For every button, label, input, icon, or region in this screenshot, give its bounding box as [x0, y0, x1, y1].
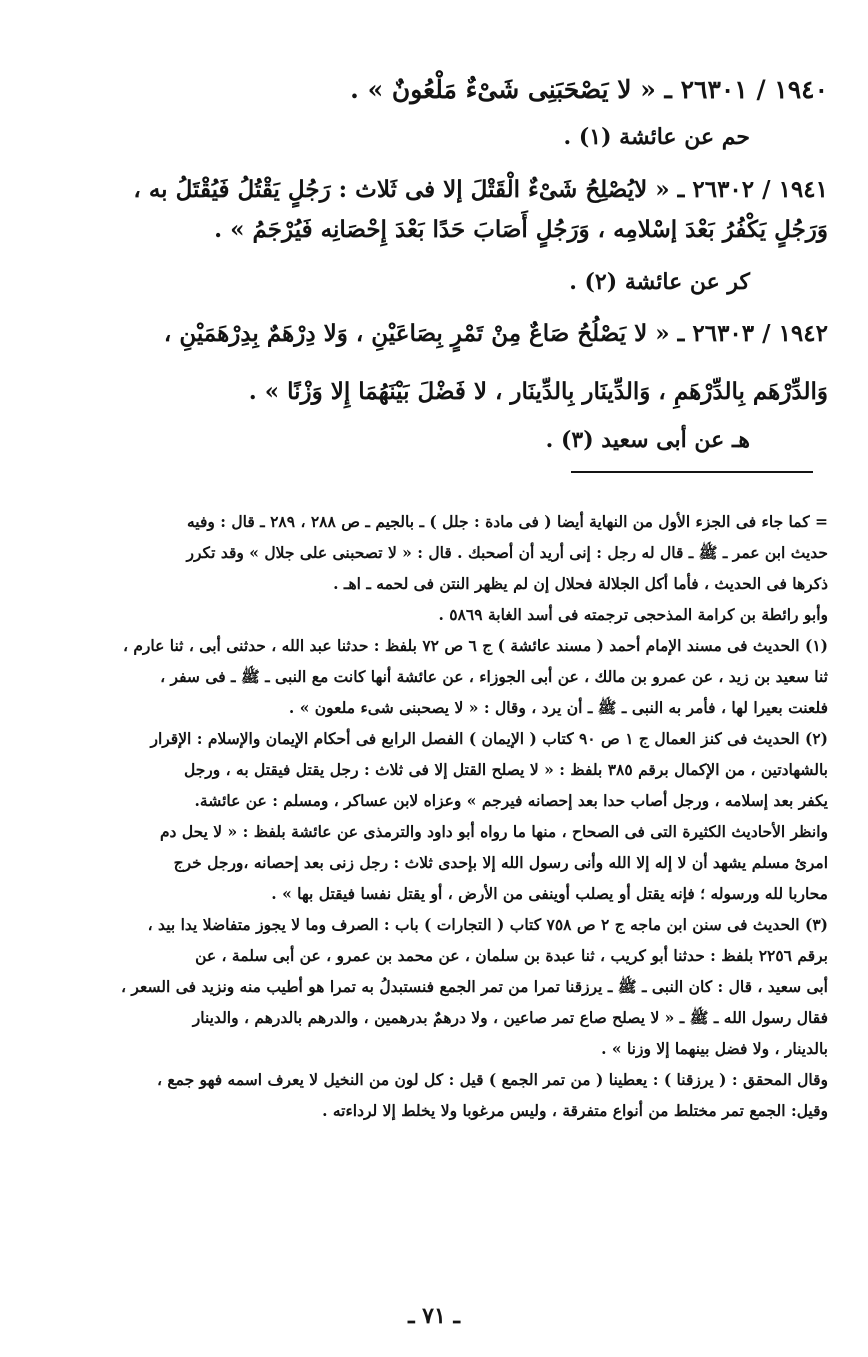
- footnote-1-line: ثنا سعيد بن زيد ، عن عمرو بن مالك ، عن أبى الجوزاء ، عن عائشة أنها كانت مع النبى ـ ﷺ ـ فى سفر ،: [160, 667, 828, 686]
- footnote-3-line: برقم ٢٢٥٦ بلفظ : حدثنا أبو كريب ، ثنا عبدة بن سلمان ، عن محمد بن عمرو ، عن أبى سلمة ، عن: [195, 946, 828, 965]
- footnote-2-line: محاربا لله ورسوله ؛ فإنه يقتل أو يصلب أوينفى من الأرض ، أو يقتل نفسا فيقتل بها » .: [271, 884, 828, 903]
- hadith-1941-text-line-2: وَرَجُلٍ يَكْفُرُ بَعْدَ إسْلامِه ، وَرَجُلٍ أَصَابَ حَدًا بَعْدَ إِحْصَانِه فَيُرْجَمُ » .: [214, 216, 828, 243]
- footnote-line: حديث ابن عمر ـ ﷺ ـ قال له رجل : إنى أريد أن أصحبك . قال : « لا تصحبنى على جلال » وقد تكرر: [186, 543, 828, 562]
- footnote-2-line: بالشهادتين ، من الإكمال برقم ٣٨٥ بلفظ : « لا يصلح القتل إلا فى ثلاث : رجل يقتل فيقتل به ، ورجل: [183, 760, 828, 779]
- footnote-2-line: يكفر بعد إسلامه ، ورجل أصاب حدا بعد إحصانه فيرجم » وعزاه لابن عساكر ، ومسلم : عن عائشة.: [194, 791, 828, 810]
- footnote-1-line: فلعنت بعيرا لها ، فأمر به النبى ـ ﷺ ـ أن يرد ، وقال : « لا يصحبنى شىء ملعون » .: [288, 698, 828, 717]
- footnote-line: ذكرها فى الحديث ، فأما أكل الجلالة فحلال إن لم يظهر النتن فى لحمه ـ اهـ .: [333, 574, 828, 593]
- footnote-3-line: فقال رسول الله ـ ﷺ ـ « لا يصلح صاع تمر صاعين ، ولا درهمٌ بدرهمين ، والدرهم بالدرهم ، والدينار: [192, 1008, 828, 1027]
- footnote-2-line: (٢) الحديث فى كنز العمال ج ١ ص ٩٠ كتاب ( الإيمان ) الفصل الرابع فى أحكام الإيمان والإسلام : الإقرار: [150, 729, 828, 748]
- hadith-1942-text-line-1: ١٩٤٢ / ٢٦٣٠٣ ـ « لا يَصْلُحُ صَاعٌ مِنْ تَمْرٍ بِصَاعَيْنِ ، وَلا دِرْهَمٌ بِدِرْهَمَيْنِ ،: [163, 320, 828, 347]
- footnote-3-line: وقال المحقق : ( يرزقنا ) : يعطينا ( من تمر الجمع ) قيل : كل لون من النخيل لا يعرف اسمه فهو جمع ،: [156, 1070, 828, 1089]
- hadith-1940-source: حم عن عائشة (١) .: [563, 124, 750, 150]
- footnote-2-line: وانظر الأحاديث الكثيرة التى فى الصحاح ، منها ما رواه أبو داود والترمذى عن عائشة بلفظ : « لا يحل دم: [159, 822, 828, 841]
- footnote-line: = كما جاء فى الجزء الأول من النهاية أيضا ( فى مادة : جلل ) ـ بالجيم ـ ص ٢٨٨ ، ٢٨٩ ـ قال : وفيه: [186, 512, 828, 531]
- hadith-1942-text-line-2: وَالدِّرْهَم بِالدِّرْهَمِ ، وَالدِّينَار بِالدِّينَار ، لا فَضْلَ بَيْنَهُمَا إِلا وَزْنًا » .: [248, 378, 828, 405]
- hadith-1942-source: هـ عن أبى سعيد (٣) .: [545, 427, 750, 453]
- footnote-line: وأبو رائطة بن كرامة المذحجى ترجمته فى أسد الغابة ٥٨٦٩ .: [438, 605, 828, 624]
- footnote-3-line: وقيل: الجمع تمر مختلط من أنواع متفرقة ، وليس مرغوبا ولا يخلط إلا لرداءته .: [322, 1101, 828, 1120]
- footnote-2-line: امرئ مسلم يشهد أن لا إله إلا الله وأنى رسول الله إلا بإحدى ثلاث : رجل زنى بعد إحصانه ،ورجل خرج: [173, 853, 828, 872]
- footnote-3-line: أبى سعيد ، قال : كان النبى ـ ﷺ ـ يرزقنا تمرا من تمر الجمع فنستبدلُ به تمرا هو أطيب منه ونزيد فى السعر ،: [121, 977, 828, 996]
- footnote-1-line: (١) الحديث فى مسند الإمام أحمد ( مسند عائشة ) ج ٦ ص ٧٢ بلفظ : حدثنا عبد الله ، حدثنى أبى ، ثنا عارم ،: [122, 636, 828, 655]
- footnote-divider: [571, 471, 813, 473]
- footnote-3-line: (٣) الحديث فى سنن ابن ماجه ج ٢ ص ٧٥٨ كتاب ( التجارات ) باب : الصرف وما لا يجوز متفاضلا يدا بيد ،: [147, 915, 828, 934]
- page-number: ـ ٧١ ـ: [408, 1303, 460, 1329]
- hadith-1940-text: ١٩٤٠ / ٢٦٣٠١ ـ « لا يَصْحَبَنِى شَىْءٌ مَلْعُونٌ » .: [350, 75, 828, 104]
- hadith-1941-source: كر عن عائشة (٢) .: [569, 269, 750, 295]
- hadith-1941-text-line-1: ١٩٤١ / ٢٦٣٠٢ ـ « لايُصْلِحُ شَىْءٌ الْقَتْلَ إلا فى ثَلاث : رَجُلٍ يَقْتُلُ فَيُقْتَلُ به ،: [133, 176, 828, 203]
- footnote-3-line: بالدينار ، ولا فضل بينهما إلا وزنا » .: [601, 1039, 828, 1058]
